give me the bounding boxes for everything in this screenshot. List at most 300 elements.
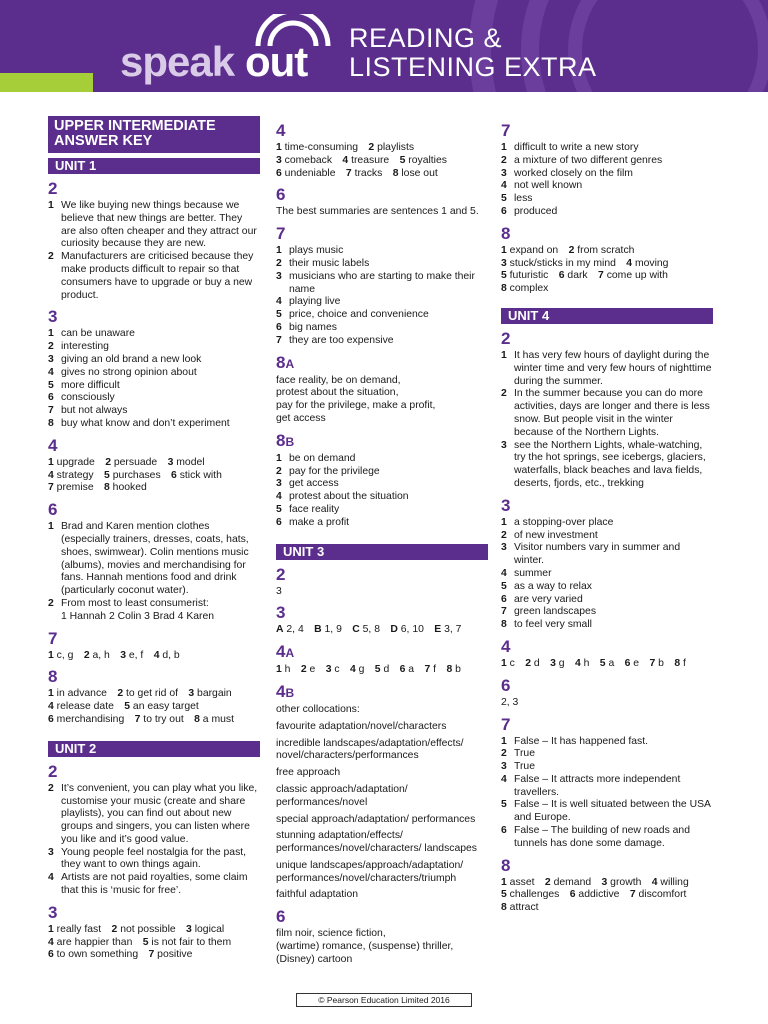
answer-line (48, 949, 260, 962)
answer-number: 2 (276, 465, 282, 477)
answer-text: an easy target (130, 701, 199, 713)
section (48, 308, 260, 430)
answer-item (501, 568, 713, 581)
answer-text: logical (191, 923, 225, 935)
exercise-number: 4B (276, 681, 295, 701)
answer-item (48, 354, 260, 367)
section (276, 643, 488, 677)
answer-text: face reality, be on demand, (276, 374, 401, 386)
answer-text: as a way to relax (514, 580, 592, 592)
answer-text: 1 Hannah 2 Colin 3 Brad 4 Karen (61, 610, 215, 622)
section (276, 908, 488, 966)
answer-number: 5 (501, 799, 507, 811)
answer-number: 1 (276, 664, 282, 676)
answer-item (276, 271, 488, 297)
answer-number: 7 (649, 657, 656, 669)
answer-text: model (173, 456, 205, 468)
answer-item (48, 847, 260, 873)
answer-item (501, 168, 713, 181)
answer-line (276, 624, 488, 637)
answer-number: 2 (525, 657, 532, 669)
answer-number: 2 (111, 923, 118, 935)
answer-number: 4 (48, 469, 54, 481)
answer-number: 4 (501, 773, 507, 785)
exercise-number: 4 (276, 121, 286, 140)
answer-text: free approach (276, 767, 341, 779)
answer-item (48, 200, 260, 251)
answer-text: gives no strong opinion about (61, 366, 197, 378)
answer-number: 4 (626, 257, 633, 269)
answer-text: 3 (276, 585, 282, 597)
answer-number: 1 (276, 452, 282, 464)
answer-number: 7 (345, 167, 352, 179)
unit-2-heading: UNIT 2 (48, 741, 260, 757)
answer-text: see the Northern Lights, whale-watching, try the hot springs, see icebergs, glaciers, waterfalls, black beaches and lava fields, deserts, fjords, etc., trekking (514, 439, 706, 489)
answer-number: 1 (48, 923, 54, 935)
answer-text: treasure (348, 154, 400, 166)
answer-line (48, 650, 260, 663)
answer-line (501, 877, 713, 890)
answer-number: C (352, 624, 360, 636)
answer-number: 2 (48, 251, 54, 263)
answer-text: Visitor numbers vary in summer and winter. (514, 542, 681, 567)
answer-text: are happier than (53, 936, 143, 948)
answer-text: h (580, 657, 600, 669)
answer-number: 1 (48, 521, 54, 533)
answer-item (276, 517, 488, 530)
answer-text: futuristic (506, 270, 559, 282)
answer-number: 5 (599, 657, 606, 669)
section (276, 604, 488, 637)
answer-number: 3 (186, 923, 192, 935)
answer-number: 3 (120, 649, 126, 661)
answer-text: is not fair to them (148, 936, 232, 948)
speakout-logo (120, 28, 340, 88)
answer-item (276, 491, 488, 504)
answer-text: stick with (176, 469, 222, 481)
answer-text: can be unaware (61, 328, 135, 340)
answer-text: merchandising (53, 713, 135, 725)
answer-text: h (281, 664, 301, 676)
section (48, 180, 260, 302)
section (501, 497, 713, 632)
answer-text: complex (506, 283, 549, 295)
answer-number: 2 (501, 154, 507, 166)
answer-item (48, 783, 260, 847)
answer-line (501, 889, 713, 902)
answer-number: 3 (501, 257, 507, 269)
answer-text: pay for the privilege (289, 465, 380, 477)
answer-number: 6 (276, 167, 282, 179)
answer-text: to feel very small (514, 619, 592, 631)
answer-text: dark (564, 270, 599, 282)
answer-number: A (276, 624, 284, 636)
answer-text: buy what know and don’t experiment (61, 417, 230, 429)
answer-number: 4 (276, 296, 282, 308)
exercise-number: 6 (48, 500, 58, 520)
answer-number: 6 (501, 205, 507, 217)
answer-text: Young people feel nostalgia for the past, they want to own things again. (61, 846, 247, 871)
answer-text: False – It has happened fast. (514, 735, 649, 747)
answer-text: protest about the situation (289, 491, 409, 503)
answer-number: 1 (501, 516, 507, 528)
answer-text: We like buying new things because we believe that new things are better. They are also often cheaper and they attract our curiosity because they are new. (61, 200, 257, 250)
answer-text: It has very few hours of daylight during the winter time and very few hours of nighttime during the summer. (514, 349, 712, 387)
answer-text: demand (550, 876, 602, 888)
section (48, 437, 260, 495)
answer-number: D (390, 624, 398, 636)
answer-text: strategy (53, 469, 105, 481)
answer-text: produced (514, 205, 558, 217)
exercise-number: 3 (48, 307, 58, 327)
unit-3-heading: UNIT 3 (276, 544, 488, 560)
answer-text: undeniable (281, 167, 346, 179)
answer-item (276, 309, 488, 322)
section (48, 904, 260, 962)
answer-text: to try out (140, 713, 195, 725)
section (501, 122, 713, 219)
answer-line (48, 701, 260, 714)
answer-text: worked closely on the film (514, 167, 633, 179)
answer-number: 1 (501, 735, 507, 747)
answer-number: 6 (48, 713, 54, 725)
exercise-number: 8 (501, 855, 511, 875)
answer-item (276, 335, 488, 348)
answer-line (276, 664, 488, 677)
answer-text: not possible (117, 923, 187, 935)
answer-number: 4 (501, 567, 507, 579)
answer-text: stunning adaptation/effects/ performances/novel/characters/ landscapes (276, 830, 477, 855)
answer-text: Artists are not paid royalties, some claim that this is ‘music for free’. (61, 872, 248, 897)
answer-text: to get rid of (123, 688, 189, 700)
answer-number: 3 (501, 761, 507, 773)
answer-line (276, 142, 488, 155)
answer-number: 7 (48, 482, 54, 494)
exercise-part: B (285, 434, 295, 449)
answer-text: attract (506, 902, 539, 914)
answer-number: 2 (300, 664, 307, 676)
answer-text: a, h (89, 649, 121, 661)
answer-text: they are too expensive (289, 334, 394, 346)
answer-number: 4 (48, 366, 54, 378)
exercise-number: 3 (501, 495, 511, 515)
answer-number: 5 (104, 469, 110, 481)
exercise-number: 2 (276, 564, 286, 584)
answer-text: hooked (109, 482, 147, 494)
answer-text: to own something (53, 949, 149, 961)
answer-number: 3 (501, 542, 507, 554)
answer-number: 4 (349, 664, 356, 676)
answer-item (501, 193, 713, 206)
answer-number: 2 (48, 597, 54, 609)
answer-item (48, 380, 260, 393)
answer-text: 2, 4 (283, 624, 315, 636)
answer-number: 2 (48, 782, 54, 794)
answer-text: It’s convenient, you can play what you like, customise your music (create and share playlists), you can find out about new groups and singers, you can listen where you like and it’s good value. (61, 782, 258, 845)
answer-number: 4 (342, 154, 349, 166)
answer-text: d, b (159, 649, 180, 661)
answer-item (48, 405, 260, 418)
answer-item (501, 606, 713, 619)
answer-text: moving (632, 257, 669, 269)
answer-key-title (48, 116, 260, 153)
answer-number: 3 (276, 478, 282, 490)
answer-item (501, 155, 713, 168)
answer-item (501, 799, 713, 825)
answer-text: from scratch (574, 244, 635, 256)
answer-line (48, 937, 260, 950)
exercise-number: 6 (276, 907, 286, 927)
exercise-number: 8B (276, 430, 295, 450)
exercise-number: 7 (276, 224, 286, 244)
answer-item (501, 180, 713, 193)
answer-text: comeback (281, 154, 343, 166)
answer-number: 4 (501, 180, 507, 192)
answer-number: 3 (188, 688, 195, 700)
answer-number: 1 (501, 142, 507, 153)
answer-text: b (452, 664, 461, 676)
answer-text: less (514, 193, 533, 205)
section (276, 186, 488, 219)
exercise-number: 7 (501, 714, 511, 734)
section (48, 501, 260, 623)
answer-item (276, 453, 488, 466)
answer-number: 1 (48, 688, 54, 700)
answer-line (48, 470, 260, 483)
answer-text: a stopping-over place (514, 516, 614, 528)
key-title-line-1: UPPER INTERMEDIATE (54, 118, 216, 134)
answer-number: 5 (276, 503, 282, 515)
unit-4-heading: UNIT 4 (501, 308, 713, 324)
answer-number: 8 (194, 713, 200, 725)
answer-number: 8 (501, 619, 507, 631)
answer-line (501, 658, 713, 671)
answer-item (276, 258, 488, 271)
exercise-number: 8 (501, 223, 511, 243)
answer-item (276, 478, 488, 491)
answer-line (48, 482, 260, 495)
answer-item (501, 774, 713, 800)
answer-text: premise (53, 482, 105, 494)
answer-number: 7 (276, 334, 282, 346)
answer-text: positive (154, 949, 193, 961)
answer-number: 4 (48, 936, 54, 948)
answer-number: 8 (48, 417, 54, 429)
answer-number: 6 (48, 392, 54, 404)
answer-text: but not always (61, 405, 128, 417)
title-line-2: LISTENING EXTRA (349, 52, 597, 82)
answer-text: 3, 7 (441, 624, 462, 636)
answer-text: lose out (398, 167, 438, 179)
answer-text: (wartime) romance, (suspense) thriller, (276, 941, 454, 953)
answer-text: classic approach/adaptation/ performances/novel (276, 783, 408, 808)
answer-item (501, 581, 713, 594)
answer-number: 7 (48, 405, 54, 417)
answer-number: E (434, 624, 442, 636)
answer-text: g (355, 664, 375, 676)
answer-item (48, 251, 260, 302)
answer-item (48, 611, 260, 624)
answer-number: 5 (124, 701, 131, 713)
answer-item (276, 322, 488, 335)
answer-number: 4 (48, 872, 54, 884)
answer-item (501, 388, 713, 439)
answer-text: e (630, 657, 650, 669)
answer-item (501, 748, 713, 761)
answer-number: 7 (424, 664, 431, 676)
answer-number: 2 (276, 257, 282, 269)
column-1 (48, 116, 260, 962)
answer-number: 3 (167, 456, 174, 468)
answer-item (48, 392, 260, 405)
title-line-1: READING & (349, 23, 503, 53)
answer-text: Manufacturers are criticised because they make products difficult to repair so that consumers have to upgrade or buy a new product. (61, 251, 254, 301)
answer-text: face reality (289, 503, 340, 515)
answer-number: B (314, 624, 322, 636)
answer-item (501, 142, 713, 155)
answer-text: incredible landscapes/adaptation/effects/ novel/characters/performances (276, 737, 464, 762)
section (48, 763, 260, 898)
answer-number: 4 (574, 657, 581, 669)
answer-line (48, 688, 260, 701)
answer-number: 6 (624, 657, 631, 669)
logo-speak: speak (120, 38, 235, 85)
answer-text: a (405, 664, 425, 676)
answer-text: a mixture of two different genres (514, 154, 663, 166)
answer-text: musicians who are starting to make their name (289, 270, 475, 295)
answer-text: other collocations: (276, 703, 360, 715)
answer-line (501, 270, 713, 283)
section (48, 668, 260, 726)
answer-number: 5 (501, 889, 507, 901)
answer-number: 5 (48, 379, 54, 391)
answer-text: a (605, 657, 625, 669)
answer-text: big names (289, 321, 337, 333)
answer-text: False – The building of new roads and tunnels has done some damage. (514, 825, 690, 849)
answer-text: make a profit (289, 516, 350, 528)
answer-number (48, 611, 61, 624)
answer-number: 6 (501, 593, 507, 605)
section (48, 630, 260, 663)
answer-number: 2 (105, 456, 111, 468)
answer-text: their music labels (289, 257, 370, 269)
answer-line (48, 714, 260, 727)
exercise-part: A (285, 356, 295, 371)
answer-number: 8 (674, 657, 681, 669)
answer-text: release date (53, 701, 125, 713)
answer-item (501, 761, 713, 774)
answer-line (276, 155, 488, 168)
answer-text: protest about the situation, (276, 387, 399, 399)
answer-line (48, 457, 260, 470)
answer-line (501, 245, 713, 258)
answer-text: False – It attracts more independent travellers. (514, 773, 681, 798)
answer-number: 6 (48, 949, 54, 961)
answer-text: (Disney) cartoon (276, 953, 353, 965)
answer-number: 5 (276, 309, 282, 321)
answer-text: playing live (289, 296, 341, 308)
answer-text: get access (289, 478, 339, 490)
answer-number: 6 (558, 270, 565, 282)
answer-item (48, 341, 260, 354)
answer-text: bargain (194, 688, 232, 700)
answer-number: 2 (501, 388, 507, 400)
answer-number: 8 (446, 664, 453, 676)
answer-text: a must (199, 713, 234, 725)
answer-number: 3 (601, 876, 608, 888)
answer-item (501, 206, 713, 219)
answer-text: get access (276, 412, 326, 424)
answer-text: False – It is well situated between the USA and Europe. (514, 799, 711, 824)
answer-number: 1 (501, 876, 507, 888)
answer-item (276, 296, 488, 309)
answer-text: consciously (61, 392, 115, 404)
answer-number: 6 (276, 516, 282, 528)
answer-number: 3 (325, 664, 332, 676)
answer-line (48, 924, 260, 937)
answer-number: 2 (544, 876, 551, 888)
answer-line (276, 168, 488, 181)
answer-text: more difficult (61, 379, 120, 391)
section (501, 857, 713, 915)
answer-item (501, 542, 713, 568)
answer-number: 4 (153, 649, 160, 661)
answer-number: 3 (501, 167, 507, 179)
unit-1-heading: UNIT 1 (48, 158, 260, 174)
answer-item (48, 328, 260, 341)
answer-text: c, g (53, 649, 84, 661)
exercise-number: 6 (276, 185, 286, 205)
answer-text: plays music (289, 245, 344, 257)
answer-number: 1 (501, 244, 507, 256)
answer-number: 2 (83, 649, 90, 661)
answer-text: faithful adaptation (276, 889, 359, 901)
answer-number: 6 (276, 321, 282, 333)
answer-number: 4 (276, 491, 282, 503)
answer-text: c (331, 664, 350, 676)
column-2 (276, 116, 488, 967)
answer-text: d (531, 657, 551, 669)
answer-number: 2 (568, 244, 575, 256)
answer-number: 5 (399, 154, 406, 166)
page-title (349, 24, 597, 82)
answer-number: 8 (392, 167, 399, 179)
answer-text: playlists (374, 142, 415, 153)
answer-item (501, 530, 713, 543)
answer-number: 1 (276, 142, 282, 153)
answer-number: 5 (501, 270, 507, 282)
answer-text: d (380, 664, 400, 676)
answer-text: Brad and Karen mention clothes (especially trainers, dresses, coats, hats, shoes, swimwear). Colin mentions music (albums), movies and merchandising for fans. Hannah mentions food and drink (particularly coconut water). (61, 521, 249, 597)
answer-text: g (555, 657, 575, 669)
answer-number: 2 (117, 688, 124, 700)
answer-item (501, 825, 713, 851)
answer-text: The best summaries are sentences 1 and 5. (276, 206, 479, 218)
answer-text: discomfort (635, 889, 687, 901)
answer-number: 3 (48, 353, 54, 365)
copyright-footer: © Pearson Education Limited 2016 (296, 993, 472, 1007)
answer-text: summer (514, 567, 552, 579)
answer-text: expand on (506, 244, 569, 256)
answer-number: 8 (501, 283, 507, 295)
answer-text: growth (607, 876, 652, 888)
answer-text: unique landscapes/approach/adaptation/ performances/novel/characters/triumph (276, 859, 464, 884)
answer-text: tracks (351, 167, 393, 179)
answer-text: c (506, 657, 526, 669)
answer-text: True (514, 748, 535, 760)
answer-number: 1 (501, 657, 507, 669)
answer-number: 1 (501, 349, 507, 361)
